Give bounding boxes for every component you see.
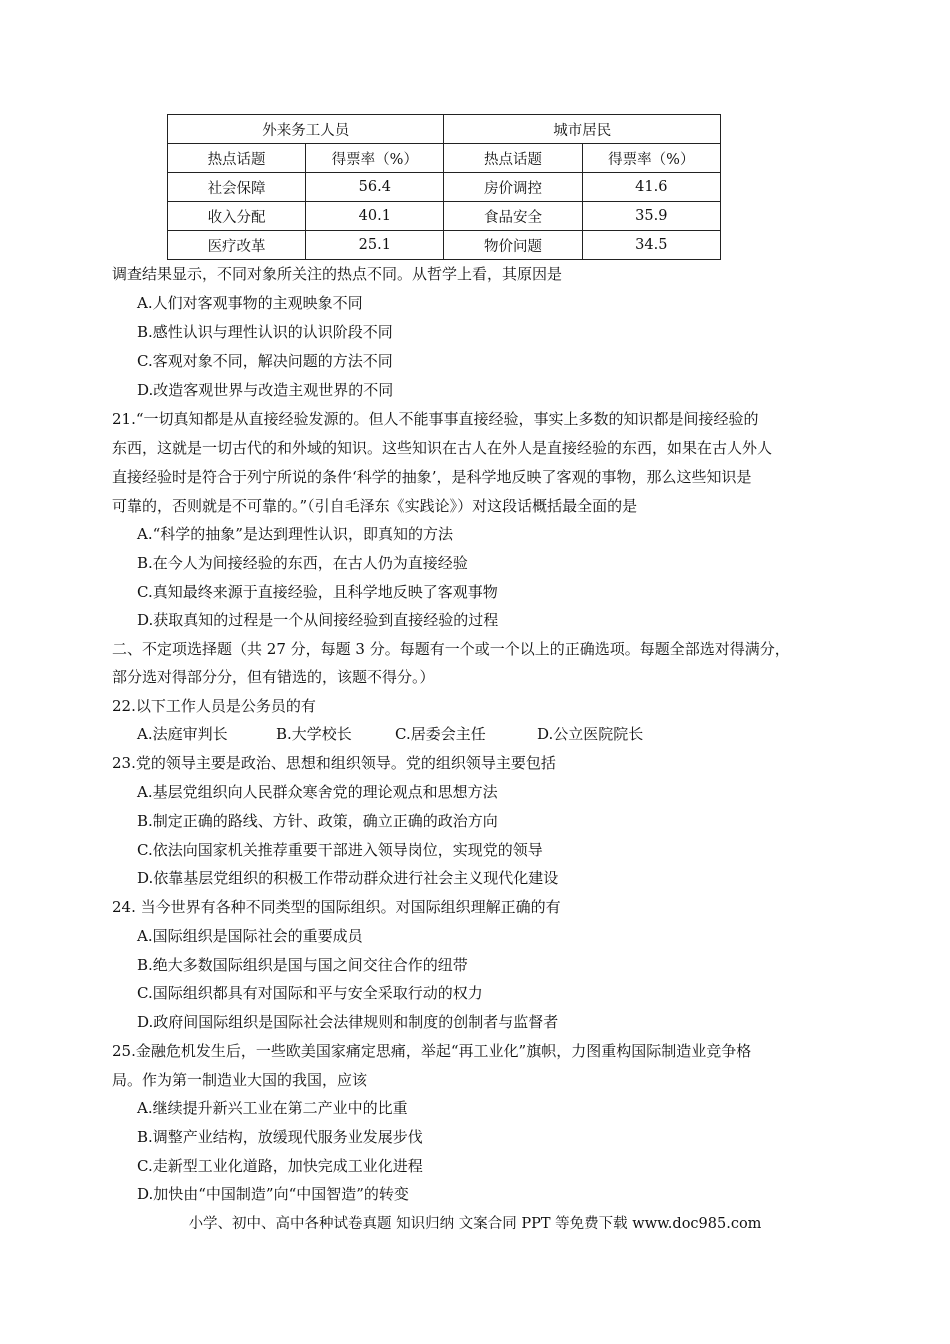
q25-option-b: B.调整产业结构，放缓现代服务业发展步伐 <box>137 1128 423 1146</box>
table-row <box>168 202 721 231</box>
column-header-topic: 热点话题 <box>444 144 582 173</box>
q20-option-c: C.客观对象不同，解决问题的方法不同 <box>137 352 393 370</box>
page-footer: 小学、初中、高中各种试卷真题 知识归纳 文案合同 PPT 等免费下载 www.doc985.com <box>188 1216 762 1232</box>
table-cell: 食品安全 <box>444 202 582 231</box>
table-cell: 41.6 <box>582 173 720 202</box>
table-cell: 房价调控 <box>444 173 582 202</box>
table-column-header-row <box>168 144 721 173</box>
q24-option-c: C.国际组织都具有对国际和平与安全采取行动的权力 <box>137 984 483 1002</box>
table-row <box>168 173 721 202</box>
table-group-header-row <box>168 115 721 144</box>
group-header-migrant: 外来务工人员 <box>168 115 444 144</box>
q20-option-a: A.人们对客观事物的主观映象不同 <box>137 294 363 312</box>
q24-option-d: D.政府间国际组织是国际社会法律规则和制度的创制者与监督者 <box>137 1013 559 1031</box>
table-cell: 34.5 <box>582 231 720 260</box>
q25-stem-line: 局。作为第一制造业大国的我国，应该 <box>112 1071 368 1089</box>
table-cell: 40.1 <box>306 202 444 231</box>
q25-option-d: D.加快由“中国制造”向“中国智造”的转变 <box>137 1185 409 1203</box>
section-heading: 部分选对得部分分，但有错选的，该题不得分。） <box>112 668 435 686</box>
table-cell: 56.4 <box>306 173 444 202</box>
q21-stem-line: 21.“一切真知都是从直接经验发源的。但人不能事事直接经验，事实上多数的知识都是间接经验的 <box>112 410 759 428</box>
column-header-rate: 得票率（%） <box>306 144 444 173</box>
q23-option-c: C.依法向国家机关推荐重要干部进入领导岗位，实现党的领导 <box>137 841 543 859</box>
q25-stem-line: 25.金融危机发生后，一些欧美国家痛定思痛，举起“再工业化”旗帜，力图重构国际制造业竞争格 <box>112 1042 752 1060</box>
section-heading: 二、不定项选择题（共 27 分，每题 3 分。每题有一个或一个以上的正确选项。每题全部选对得满分， <box>112 640 790 658</box>
q20-option-d: D.改造客观世界与改造主观世界的不同 <box>137 381 394 399</box>
table-cell: 收入分配 <box>168 202 306 231</box>
column-header-topic: 热点话题 <box>168 144 306 173</box>
q22-stem: 22.以下工作人员是公务员的有 <box>112 697 316 715</box>
q25-option-a: A.继续提升新兴工业在第二产业中的比重 <box>137 1099 408 1117</box>
table-cell: 社会保障 <box>168 173 306 202</box>
q21-stem-line: 可靠的，否则就是不可靠的。”（引自毛泽东《实践论》）对这段话概括最全面的是 <box>112 497 638 515</box>
q23-option-a: A.基层党组织向人民群众寒舍党的理论观点和思想方法 <box>137 783 498 801</box>
q21-stem-line: 直接经验时是符合于列宁所说的条件‘科学的抽象’，是科学地反映了客观的事物，那么这些知识是 <box>112 468 752 486</box>
q22-option-d: D.公立医院院长 <box>537 725 644 743</box>
q24-stem: 24. 当今世界有各种不同类型的国际组织。对国际组织理解正确的有 <box>112 898 561 916</box>
q21-option-b: B.在今人为间接经验的东西，在古人仍为直接经验 <box>137 554 468 572</box>
q24-option-a: A.国际组织是国际社会的重要成员 <box>137 927 363 945</box>
table-cell: 25.1 <box>306 231 444 260</box>
q22-option-c: C.居委会主任 <box>395 725 486 743</box>
survey-table <box>167 114 721 260</box>
q20-option-b: B.感性认识与理性认识的认识阶段不同 <box>137 323 393 341</box>
q21-option-d: D.获取真知的过程是一个从间接经验到直接经验的过程 <box>137 611 499 629</box>
q21-option-c: C.真知最终来源于直接经验，且科学地反映了客观事物 <box>137 583 498 601</box>
q21-stem-line: 东西，这就是一切古代的和外域的知识。这些知识在古人在外人是直接经验的东西，如果在古人外人 <box>112 439 773 457</box>
q25-option-c: C.走新型工业化道路，加快完成工业化进程 <box>137 1157 423 1175</box>
q20-stem: 调查结果显示，不同对象所关注的热点不同。从哲学上看，其原因是 <box>112 265 563 283</box>
q23-option-b: B.制定正确的路线、方针、政策，确立正确的政治方向 <box>137 812 498 830</box>
q23-stem: 23.党的领导主要是政治、思想和组织领导。党的组织领导主要包括 <box>112 754 556 772</box>
table-cell: 医疗改革 <box>168 231 306 260</box>
table-cell: 物价问题 <box>444 231 582 260</box>
group-header-resident: 城市居民 <box>444 115 721 144</box>
table-row <box>168 231 721 260</box>
table-cell: 35.9 <box>582 202 720 231</box>
column-header-rate: 得票率（%） <box>582 144 720 173</box>
q24-option-b: B.绝大多数国际组织是国与国之间交往合作的纽带 <box>137 956 468 974</box>
q21-option-a: A.“科学的抽象”是达到理性认识，即真知的方法 <box>137 525 453 543</box>
q22-option-b: B.大学校长 <box>276 725 352 743</box>
q22-option-a: A.法庭审判长 <box>137 725 228 743</box>
q23-option-d: D.依靠基层党组织的积极工作带动群众进行社会主义现代化建设 <box>137 869 559 887</box>
